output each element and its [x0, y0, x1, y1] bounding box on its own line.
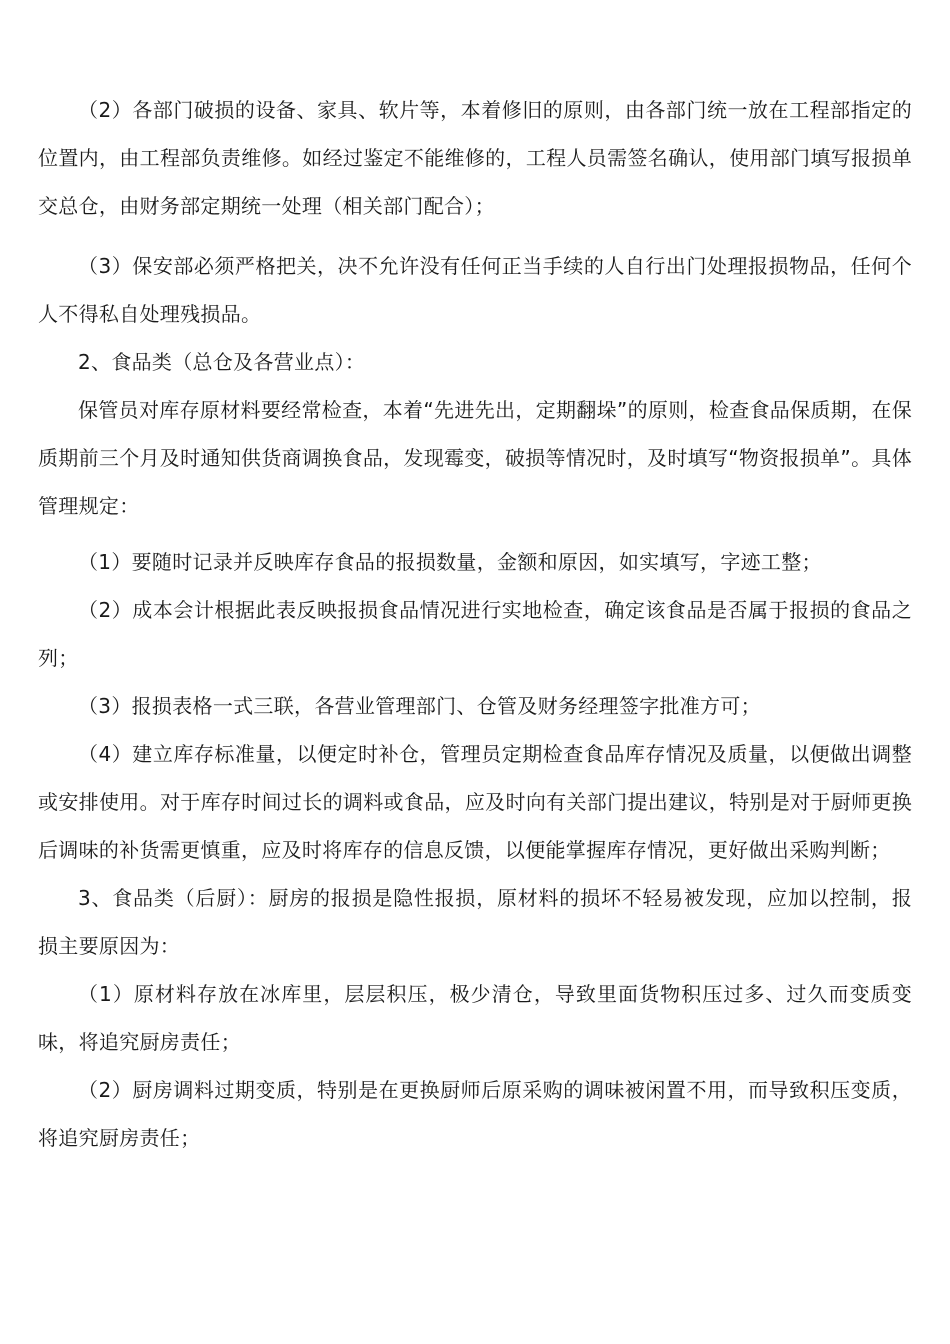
paragraph-keeper-inspection: 保管员对库存原材料要经常检查，本着“先进先出，定期翻垛”的原则，检查食品保质期，在保质期前三个月及时通知供货商调换食品，发现霉变，破损等情况时，及时填写“物资报损单”。具体管理规定：	[38, 398, 912, 518]
section-heading-food-warehouse: 2、食品类（总仓及各营业点）：	[78, 350, 366, 374]
paragraph-rule-3: （3）报损表格一式三联，各营业管理部门、仓管及财务经理签字批准方可；	[78, 694, 761, 718]
paragraph-security-control: （3）保安部必须严格把关，决不允许没有任何正当手续的人自行出门处理报损物品，任何个人不得私自处理残损品。	[38, 254, 912, 326]
paragraph-kitchen-reason-2: （2）厨房调料过期变质，特别是在更换厨师后原采购的调味被闲置不用，而导致积压变质，将追究厨房责任；	[38, 1078, 912, 1150]
paragraph-damaged-equipment: （2）各部门破损的设备、家具、软片等，本着修旧的原则，由各部门统一放在工程部指定的位置内，由工程部负责维修。如经过鉴定不能维修的，工程人员需签名确认，使用部门填写报损单交总仓，由财务部定期统一处理（相关部门配合）；	[38, 98, 912, 218]
paragraph-kitchen-reason-1: （1）原材料存放在冰库里，层层积压，极少清仓，导致里面货物积压过多、过久而变质变味，将追究厨房责任；	[38, 982, 912, 1054]
section-heading-food-kitchen: 3、食品类（后厨）：厨房的报损是隐性报损，原材料的损坏不轻易被发现，应加以控制，报损主要原因为：	[38, 886, 912, 958]
paragraph-rule-4: （4）建立库存标准量，以便定时补仓，管理员定期检查食品库存情况及质量，以便做出调整或安排使用。对于库存时间过长的调料或食品，应及时向有关部门提出建议，特别是对于厨师更换后调味的补货需更慎重，应及时将库存的信息反馈，以便能掌握库存情况，更好做出采购判断；	[38, 742, 912, 862]
document-page	[38, 86, 912, 1162]
paragraph-rule-1: （1）要随时记录并反映库存食品的报损数量，金额和原因，如实填写，字迹工整；	[78, 550, 822, 574]
paragraph-rule-2: （2）成本会计根据此表反映报损食品情况进行实地检查，确定该食品是否属于报损的食品之列；	[38, 598, 912, 670]
